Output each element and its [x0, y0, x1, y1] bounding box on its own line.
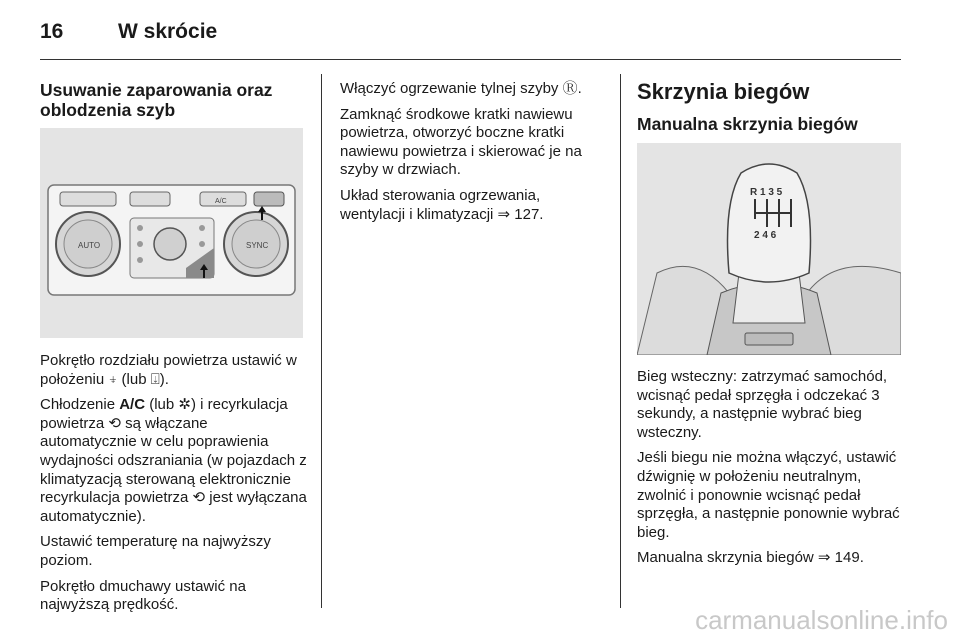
paragraph-air-distribution: Pokrętło rozdziału powietrza ustawić w położeniu ⍖ (lub ⍗).: [40, 352, 297, 388]
gear-top-labels: R 1 3 5: [750, 187, 783, 198]
climate-panel-figure: [40, 128, 303, 338]
paragraph-cooling: [40, 396, 308, 526]
column-1-body: [40, 352, 308, 622]
gear-knob-figure: [637, 143, 901, 355]
watermark: carmanualsonline.info: [695, 605, 948, 635]
gear-bottom-labels: 2 4 6: [754, 230, 777, 241]
paragraph-rear-window: Włączyć ogrzewanie tylnej szyby Ⓡ.: [340, 80, 582, 97]
gear-knob-illustration: [637, 143, 901, 355]
paragraph-gear-fail: Jeśli biegu nie można włączyć, ustawić dźwignię w położeniu neutralnym, zwolnić i ponownie wcisnąć pedał sprzęgła, a następnie ponownie wybrać bieg.: [637, 449, 900, 541]
column-3: [637, 79, 901, 135]
climate-panel-illustration: [40, 128, 303, 338]
paragraph-temperature: Ustawić temperaturę na najwyższy poziom.: [40, 533, 271, 569]
column-1: [40, 80, 306, 120]
column-divider-1: [321, 74, 322, 608]
column-3-body: [637, 368, 903, 575]
paragraph-cooling-start: Chłodzenie: [40, 396, 120, 414]
paragraph-fan: Pokrętło dmuchawy ustawić na najwyższą prędkość.: [40, 577, 246, 614]
section-heading-defrost: Usuwanie zaparowania oraz oblodzenia szyb: [40, 80, 273, 120]
header-rule: [40, 59, 901, 60]
paragraph-reverse-gear: Bieg wsteczny: zatrzymać samochód, wcisnąć pedał sprzęgła i odczekać 3 sekundy, a następnie wybrać bieg wsteczny.: [637, 368, 888, 441]
section-heading-transmission: Skrzynia biegów: [637, 79, 810, 104]
ac-label: A/C: [215, 198, 227, 205]
page-title: W skrócie: [118, 20, 218, 43]
paragraph-manual-ref: Manualna skrzynia biegów ⇒ 149.: [637, 549, 864, 567]
paragraph-vents: Zamknąć środkowe kratki nawiewu powietrza, otworzyć boczne kratki nawiewu powietrza i skierować je na szyby w drzwiach.: [340, 105, 582, 179]
auto-label: AUTO: [78, 241, 101, 250]
sync-label: SYNC: [246, 241, 269, 250]
page-number: 16: [40, 20, 64, 43]
column-divider-2: [620, 74, 621, 608]
subheading-manual-transmission: Manualna skrzynia biegów: [637, 114, 858, 134]
column-2: [340, 80, 602, 231]
paragraph-climate-ref: Układ sterowania ogrzewania, wentylacji i klimatyzacji ⇒ 127.: [340, 186, 544, 223]
paragraph-cooling-end: (lub ✲) i recyrkulacja powietrza ⟲ są włączane automatycznie w celu poprawienia wydajności odszraniania (w pojazdach z klimatyzacją sterowaną elektronicznie recyrkulacja powietrza ⟲ jest wyłączana automatycznie).: [40, 396, 307, 525]
ac-symbol: A/C: [119, 396, 146, 414]
